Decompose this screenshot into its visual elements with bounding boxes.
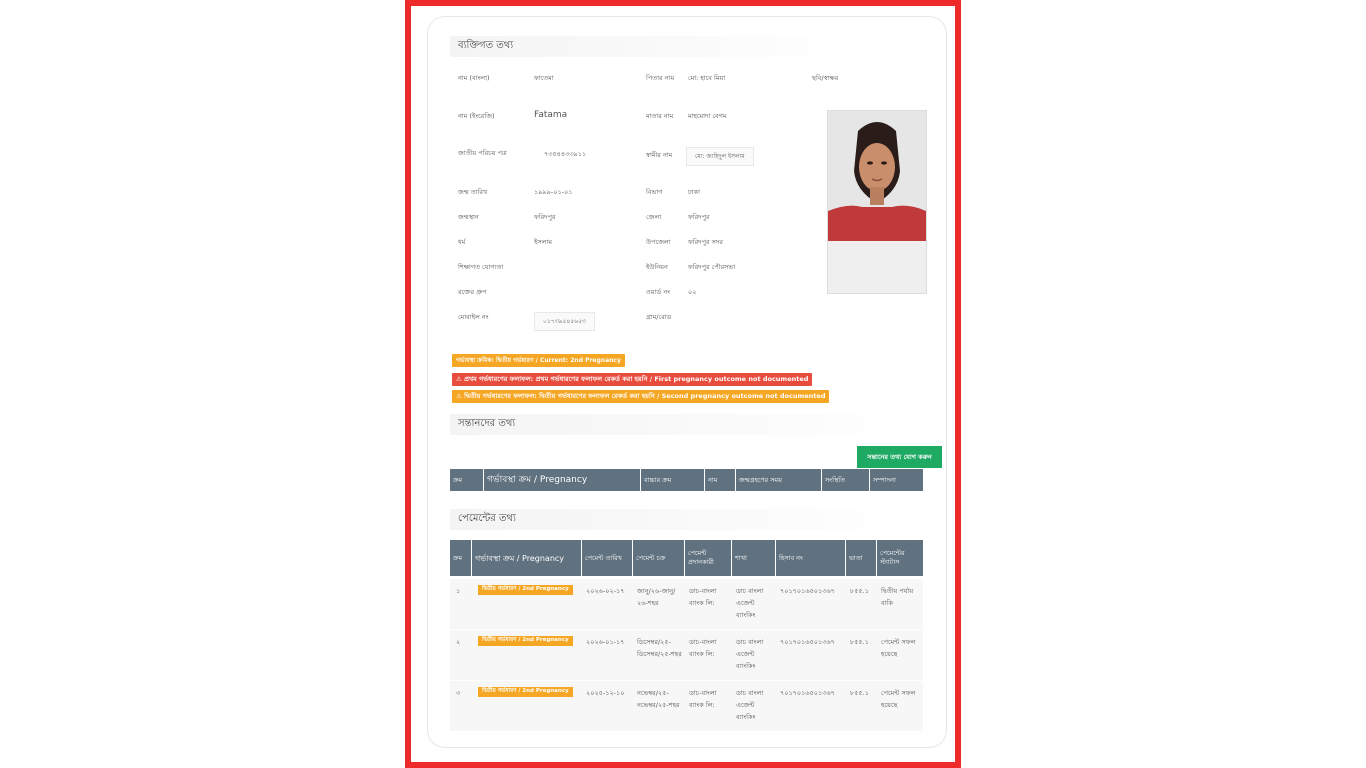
warning-icon: ⚠ (456, 392, 465, 400)
th-pay-amount: ভাতা (846, 540, 877, 576)
children-info-title: সন্তানদের তথ্য (450, 414, 926, 435)
cell-date: ২০২৫-১২-১০ (586, 689, 625, 697)
label-blood-group: রক্তের গ্রুপ (458, 288, 487, 296)
label-village: গ্রাম/রোড (646, 313, 672, 321)
cell-serial: ১ (456, 587, 461, 595)
cell-pregnancy-badge: দ্বিতীয় গর্ভধারণ / 2nd Pregnancy (478, 687, 573, 697)
cell-branch: ডাচ বাংলা এজেন্ট ব্যাংকিং (736, 587, 764, 619)
payment-table-header (450, 540, 923, 576)
first-outcome-warning (452, 373, 812, 386)
cell-serial: ২ (456, 638, 461, 646)
label-district: জেলা (646, 213, 662, 221)
value-division: ঢাকা (688, 188, 700, 196)
value-dob: ১৯৯৯-০১-০১ (534, 188, 573, 196)
cell-provider: ডাচ-বাংলা ব্যাংক লি: (689, 689, 717, 709)
add-child-button[interactable]: সন্তানের তথ্য যোগ করুন (857, 446, 942, 468)
value-religion: ইসলাম (534, 238, 553, 246)
cell-date: ২০২৬-০১-১৭ (586, 638, 625, 646)
label-mobile: মোবাইল নং (458, 313, 489, 321)
value-union: ফরিদপুর পৌরসভা (688, 263, 736, 271)
warning-icon: ⚠ (456, 375, 465, 383)
cell-pregnancy-badge: দ্বিতীয় গর্ভধারণ / 2nd Pregnancy (478, 585, 573, 595)
cell-provider: ডাচ-বাংলা ব্যাংক লি: (689, 638, 717, 658)
value-name-bn: ফাতেমা (534, 74, 554, 82)
value-ward: ০২ (688, 288, 697, 296)
value-husband: মো: জাহিদুল ইসলাম (686, 147, 754, 166)
th-pay-cycle: পেমেন্ট চক্র (633, 540, 685, 576)
cell-pregnancy-badge: দ্বিতীয় গর্ভধারণ / 2nd Pregnancy (478, 636, 573, 646)
second-outcome-warning (452, 390, 829, 403)
cell-serial: ৩ (456, 689, 461, 697)
label-dob: জন্ম তারিখ (458, 188, 488, 196)
cell-branch: ডাচ বাংলা এজেন্ট ব্যাংকিং (736, 689, 764, 721)
label-union: ইউনিয়ন (646, 263, 668, 271)
th-pay-provider: পেমেন্ট প্রদানকারী (685, 540, 732, 576)
cell-amount: ৮৫৫.১ (850, 587, 869, 595)
value-mother: মাহমোদা বেগম (688, 112, 727, 120)
label-name-en: নাম (ইংরেজি) (458, 112, 495, 120)
current-pregnancy-badge: গর্ভাবস্থা ক্রমিক: দ্বিতীয় গর্ভধারণ / Current: 2nd Pregnancy (452, 354, 625, 367)
portrait-image (828, 111, 926, 293)
value-name-en: Fatama (534, 110, 568, 120)
th-pay-status: পেমেন্টের স্ট্যাটাস (880, 549, 905, 566)
cell-cycle: ডিসেম্বর/২৫-ডিসেম্বর/২৫-শহর (637, 638, 682, 658)
photo-label: ছবি/স্বাক্ষর (812, 74, 839, 82)
cell-cycle: নভেম্বর/২৫-নভেম্বর/২৫-শহর (637, 689, 680, 709)
value-birthplace: ফরিদপুর (534, 213, 556, 221)
cell-account: ৭০১৭০১৬৫০১৩৬৭ (780, 587, 835, 595)
cell-cycle: জানু/২৬-জানু/২৬-শহর (637, 587, 676, 607)
th-serial: ক্রম (450, 469, 484, 491)
label-name-bn: নাম (বাংলা) (458, 74, 490, 82)
th-edit: সম্পাদনা (873, 475, 896, 484)
cell-branch: ডাচ বাংলা এজেন্ট ব্যাংকিং (736, 638, 764, 670)
value-upazila: ফরিদপুর সদর (688, 238, 723, 246)
th-pay-branch: শাখা (732, 540, 776, 576)
label-husband: স্বামীর নাম (646, 151, 673, 159)
value-mobile: ০১৭৩৯৫৪৫৬৫৩ (534, 312, 595, 331)
cell-status: পেমেন্ট সফল হয়েছে (881, 689, 916, 709)
th-pregnancy: গর্ভাবস্থা ক্রম / Pregnancy (484, 469, 641, 491)
label-mother: মাতার নাম (646, 112, 674, 120)
children-table-header (450, 469, 923, 491)
th-pay-date: পেমেন্ট তারিখ (582, 540, 633, 576)
label-father: পিতার নাম (646, 74, 675, 82)
payment-row (450, 579, 923, 629)
cell-date: ২০২৬-০২-১৭ (586, 587, 625, 595)
second-outcome-text: দ্বিতীয় গর্ভধারণের ফলাফল: দ্বিতীয় গর্ভধারণের ফলাফল রেকর্ড করা হয়নি / Second pregnancy outcome not documented (464, 392, 826, 400)
cell-amount: ৮৫৫.১ (850, 689, 869, 697)
th-birth-time: জন্মগ্রহণের সময় (736, 469, 822, 491)
label-education: শিক্ষাগত যোগ্যতা (458, 263, 504, 271)
th-name: নাম (705, 469, 736, 491)
label-ward: ওয়ার্ড নং (646, 288, 671, 296)
cell-account: ৭০১৭০১৬৫০১৩৬৭ (780, 689, 835, 697)
value-nid: ৭৩৫৪৪৩৩৯১১ (544, 150, 587, 158)
payment-row (450, 630, 923, 680)
cell-provider: ডাচ-বাংলা ব্যাংক লি: (689, 587, 717, 607)
cell-account: ৭০১৭০১৬৫০১৩৬৭ (780, 638, 835, 646)
value-father: মো: হাবে মিয়া (688, 74, 726, 82)
personal-info-title: ব্যক্তিগত তথ্য (450, 36, 861, 57)
payment-row (450, 681, 923, 731)
value-district: ফরিদপুর (688, 213, 710, 221)
th-status: সংস্থিতি (822, 469, 870, 491)
label-nid: জাতীয় পরিচয় পত্র (458, 149, 507, 157)
beneficiary-photo (827, 110, 927, 294)
beneficiary-card (427, 16, 947, 748)
th-pay-pregnancy: গর্ভাবস্থা ক্রম / Pregnancy (472, 540, 582, 576)
label-birthplace: জন্মস্থান (458, 213, 479, 221)
th-pay-serial: ক্রম (450, 540, 472, 576)
first-outcome-text: প্রথম গর্ভধারণের ফলাফল: প্রথম গর্ভধারণের ফলাফল রেকর্ড করা হয়নি / First pregnancy outcome not documented (464, 375, 809, 383)
th-child-order: বাচ্চার ক্রম (641, 469, 705, 491)
payment-info-title: পেমেন্টের তথ্য (450, 509, 926, 530)
label-upazila: উপজেলা (646, 238, 671, 246)
label-religion: ধর্ম (458, 238, 466, 246)
th-pay-account: হিসাব নং (776, 540, 846, 576)
highlight-frame (405, 0, 961, 768)
cell-amount: ৮৫৫.১ (850, 638, 869, 646)
label-division: বিভাগ (646, 188, 663, 196)
cell-status: দ্বিতীয় পর্যায় বাকি (881, 587, 914, 607)
cell-status: পেমেন্ট সফল হয়েছে (881, 638, 916, 658)
